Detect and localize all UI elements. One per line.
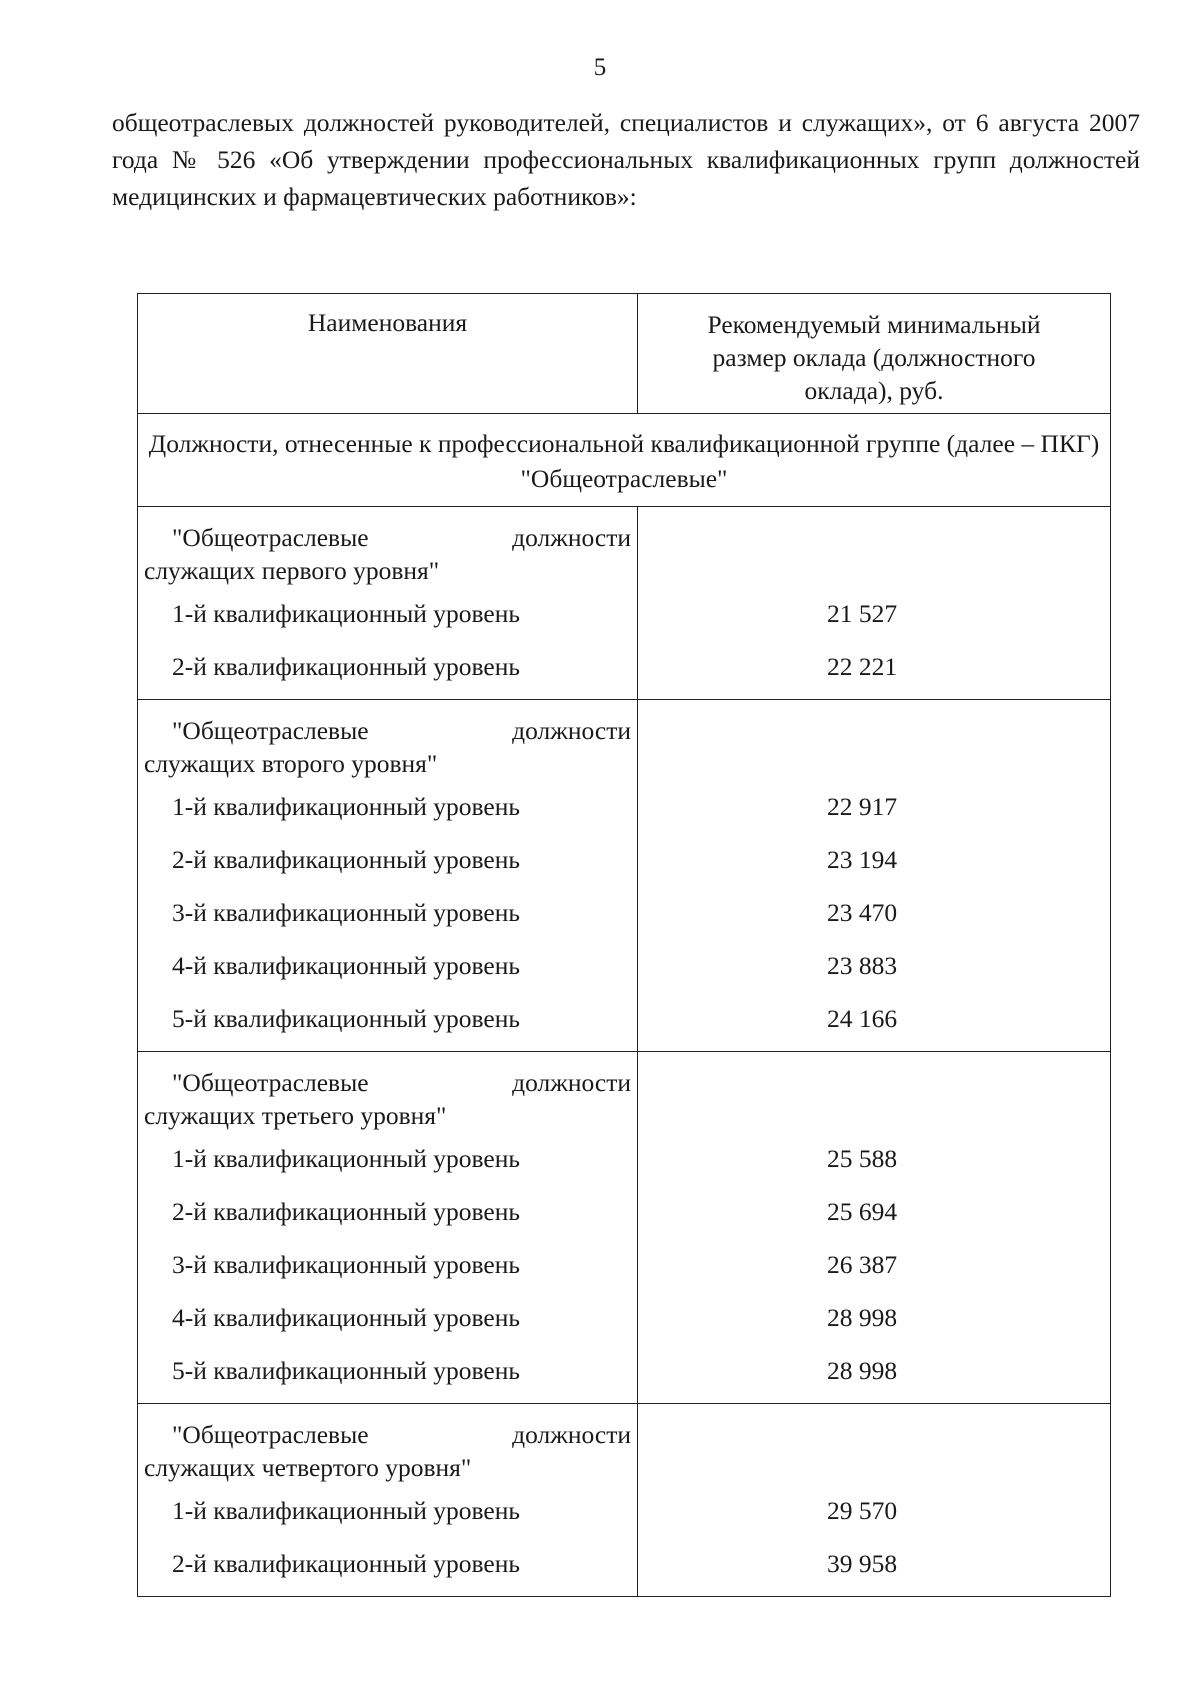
group-row bbox=[138, 1052, 1111, 1404]
group-row bbox=[138, 507, 1111, 700]
group-title-part1: "Общеотраслевые bbox=[172, 716, 369, 745]
group-value-cell bbox=[638, 700, 1111, 1052]
header-name-cell bbox=[138, 294, 638, 414]
level-salary: 23 883 bbox=[826, 951, 898, 980]
level-label: 4-й квалификационный уровень bbox=[172, 951, 520, 980]
level-label: 5-й квалификационный уровень bbox=[172, 1356, 520, 1385]
level-label: 2-й квалификационный уровень bbox=[172, 845, 520, 874]
group-title-part1: "Общеотраслевые bbox=[172, 1420, 369, 1449]
level-salary: 24 166 bbox=[826, 1004, 898, 1033]
level-label: 5-й квалификационный уровень bbox=[172, 1004, 520, 1033]
header-value-cell bbox=[638, 294, 1111, 414]
level-label: 2-й квалификационный уровень bbox=[172, 1549, 520, 1578]
group-row bbox=[138, 700, 1111, 1052]
table-header-row bbox=[138, 294, 1111, 414]
level-salary: 26 387 bbox=[826, 1250, 898, 1279]
level-salary: 23 470 bbox=[826, 898, 898, 927]
group-title-part2: должности bbox=[512, 523, 631, 552]
level-salary: 22 917 bbox=[826, 792, 898, 821]
group-value-cell bbox=[638, 1052, 1111, 1404]
level-label: 1-й квалификационный уровень bbox=[172, 1144, 520, 1173]
level-salary: 25 588 bbox=[826, 1144, 898, 1173]
level-label: 3-й квалификационный уровень bbox=[172, 898, 520, 927]
salary-table bbox=[137, 293, 1111, 1597]
level-label: 3-й квалификационный уровень bbox=[172, 1250, 520, 1279]
group-title-part2: должности bbox=[512, 1420, 631, 1449]
level-salary: 23 194 bbox=[826, 845, 898, 874]
group-value-cell bbox=[638, 507, 1111, 700]
group-title-part1: "Общеотраслевые bbox=[172, 1068, 369, 1097]
section-title: Должности, отнесенные к профессиональной квалификационной группе (далее – ПКГ) "Общеотраслевые" bbox=[138, 414, 1111, 507]
group-title-line2: служащих второго уровня" bbox=[144, 749, 438, 778]
level-label: 4-й квалификационный уровень bbox=[172, 1303, 520, 1332]
level-label: 2-й квалификационный уровень bbox=[172, 652, 520, 681]
group-title-line2: служащих четвертого уровня" bbox=[144, 1453, 472, 1482]
group-row bbox=[138, 1404, 1111, 1597]
level-salary: 22 221 bbox=[826, 652, 898, 681]
group-title-line2: служащих третьего уровня" bbox=[144, 1101, 447, 1130]
group-title-part1: "Общеотраслевые bbox=[172, 523, 369, 552]
level-salary: 29 570 bbox=[826, 1496, 898, 1525]
group-name-cell bbox=[138, 1404, 638, 1597]
level-label: 2-й квалификационный уровень bbox=[172, 1197, 520, 1226]
level-salary: 28 998 bbox=[826, 1303, 898, 1332]
level-salary: 28 998 bbox=[826, 1356, 898, 1385]
group-title bbox=[138, 1052, 637, 1132]
intro-paragraph: общеотраслевых должностей руководителей, специалистов и служащих», от 6 августа 2007 года № 526 «Об утверждении профессиональных квалификационных групп должностей медицинских и фармацевтических работников»: bbox=[112, 108, 1140, 211]
group-name-cell bbox=[138, 507, 638, 700]
level-salary: 39 958 bbox=[826, 1549, 898, 1578]
group-title-line2: служащих первого уровня" bbox=[144, 556, 440, 585]
group-title-part2: должности bbox=[512, 1068, 631, 1097]
header-value: Рекомендуемый минимальный размер оклада (должностного оклада), руб. bbox=[707, 310, 1041, 405]
level-label: 1-й квалификационный уровень bbox=[172, 1496, 520, 1525]
page-number: 5 bbox=[593, 54, 607, 81]
group-title-part2: должности bbox=[512, 716, 631, 745]
level-salary: 21 527 bbox=[826, 599, 898, 628]
level-salary: 25 694 bbox=[826, 1197, 898, 1226]
level-label: 1-й квалификационный уровень bbox=[172, 792, 520, 821]
header-name: Наименования bbox=[307, 308, 468, 337]
section-row bbox=[138, 414, 1111, 507]
group-value-cell bbox=[638, 1404, 1111, 1597]
group-title bbox=[138, 700, 637, 780]
group-name-cell bbox=[138, 1052, 638, 1404]
group-name-cell bbox=[138, 700, 638, 1052]
level-label: 1-й квалификационный уровень bbox=[172, 599, 520, 628]
group-title bbox=[138, 507, 637, 587]
group-title bbox=[138, 1404, 637, 1484]
